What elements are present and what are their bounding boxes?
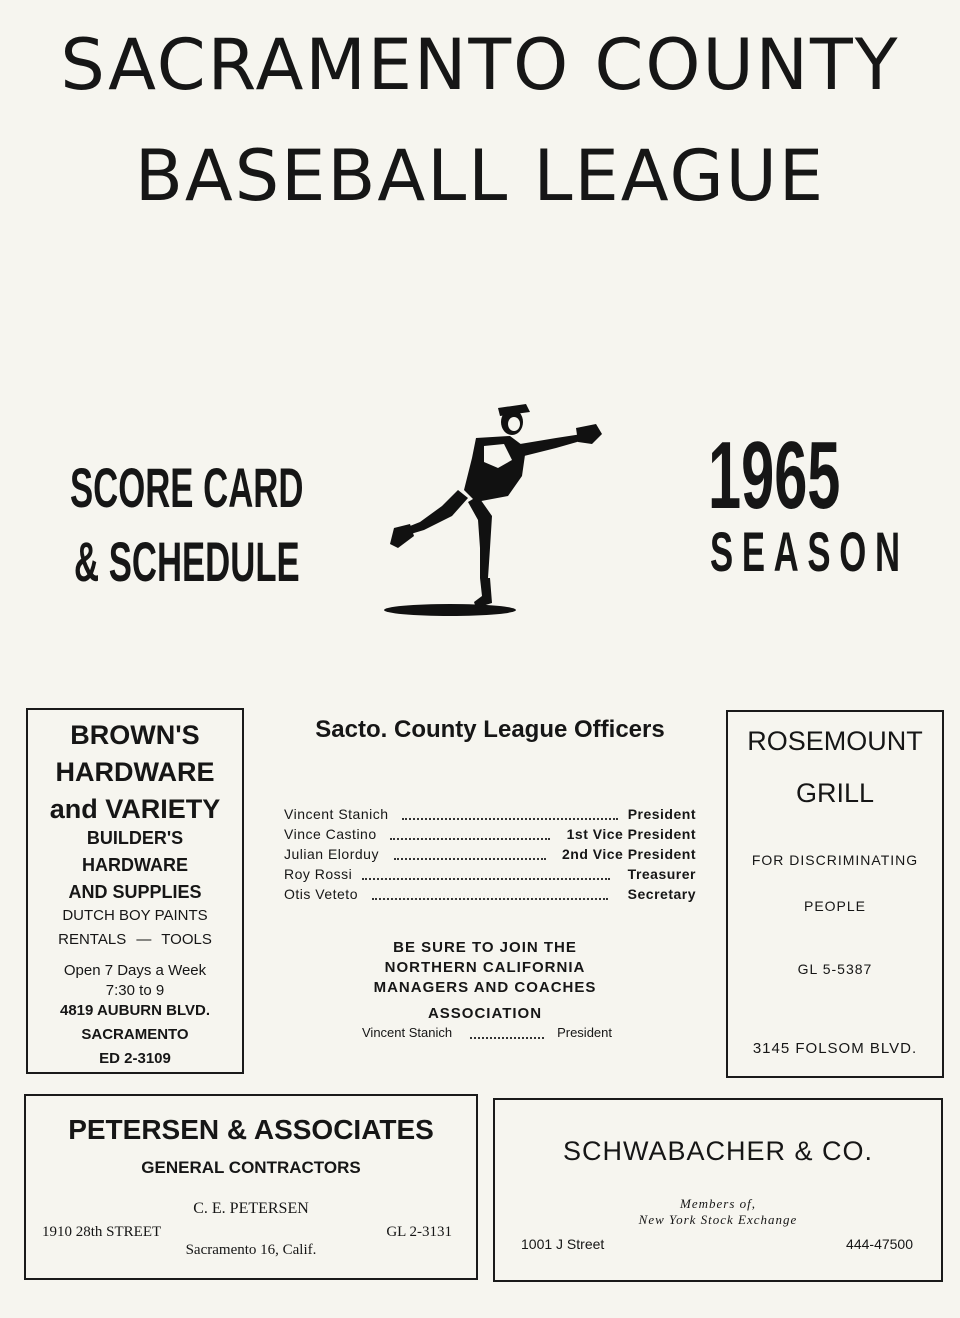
browns-name-2: HARDWARE	[55, 757, 215, 787]
petersen-city: Sacramento 16, Calif.	[185, 1242, 317, 1258]
rosemount-tagline-1: FOR DISCRIMINATING	[751, 852, 919, 868]
officer-row	[284, 826, 696, 846]
join-line-3: MANAGERS AND COACHES	[373, 979, 597, 996]
join-line-2: NORTHERN CALIFORNIA	[384, 959, 586, 976]
officer-row	[284, 886, 696, 906]
rosemount-grill-ad	[726, 710, 944, 1078]
officer-title: Secretary	[627, 886, 696, 902]
schwabacher-phone: 444-47500	[846, 1236, 913, 1252]
browns-name-3: and VARIETY	[49, 794, 221, 824]
browns-hardware-ad	[26, 708, 244, 1074]
officer-row	[284, 806, 696, 826]
officer-name: Vince Castino	[284, 826, 377, 842]
schwabacher-ad	[493, 1098, 943, 1282]
rosemount-address: 3145 FOLSOM BLVD.	[752, 1040, 918, 1057]
officer-row	[284, 866, 696, 886]
officers-list	[284, 806, 696, 916]
browns-line-5: RENTALS — TOOLS	[58, 931, 212, 948]
browns-line-10: ED 2-3109	[99, 1050, 171, 1067]
browns-line-1: BUILDER'S	[86, 828, 184, 848]
rosemount-phone: GL 5-5387	[797, 961, 873, 977]
browns-line-4: DUTCH BOY PAINTS	[62, 907, 208, 924]
officer-name: Otis Veteto	[284, 886, 358, 902]
schwabacher-members-2: New York Stock Exchange	[638, 1212, 798, 1227]
title-line-2: BASEBALL LEAGUE	[134, 135, 826, 217]
rosemount-name-2: GRILL	[795, 778, 875, 808]
baseball-pitcher-illustration	[380, 398, 610, 620]
officers-heading: Sacto. County League Officers	[315, 716, 665, 743]
petersen-subtitle: GENERAL CONTRACTORS	[141, 1158, 361, 1177]
association-president-name: Vincent Stanich	[362, 1025, 453, 1040]
petersen-phone: GL 2-3131	[386, 1224, 452, 1240]
browns-line-8: 4819 AUBURN BLVD.	[59, 1002, 211, 1019]
browns-line-9: SACRAMENTO	[81, 1026, 189, 1043]
join-line-4: ASSOCIATION	[427, 1005, 543, 1022]
officer-row	[284, 846, 696, 866]
season-year: 1965	[708, 422, 841, 529]
rosemount-tagline-2: PEOPLE	[803, 898, 867, 914]
join-line-1: BE SURE TO JOIN THE	[393, 939, 577, 956]
officer-name: Roy Rossi	[284, 866, 353, 882]
officer-name: Julian Elorduy	[284, 846, 379, 862]
petersen-street: 1910 28th STREET	[42, 1224, 162, 1240]
schwabacher-members-1: Members of,	[680, 1196, 756, 1211]
browns-name-1: BROWN'S	[70, 720, 200, 750]
petersen-ad	[24, 1094, 478, 1280]
officer-title: Treasurer	[627, 866, 696, 882]
petersen-name: PETERSEN & ASSOCIATES	[68, 1114, 434, 1145]
rosemount-name-1: ROSEMOUNT	[747, 726, 923, 756]
browns-line-6: Open 7 Days a Week	[63, 962, 207, 979]
petersen-person: C. E. PETERSEN	[193, 1200, 309, 1217]
schwabacher-name: SCHWABACHER & CO.	[562, 1136, 874, 1166]
association-president-title: President	[557, 1025, 612, 1040]
browns-line-2: HARDWARE	[82, 855, 188, 875]
officer-title: 2nd Vice President	[561, 846, 696, 862]
schwabacher-street: 1001 J Street	[521, 1236, 605, 1252]
browns-line-3: AND SUPPLIES	[68, 882, 202, 902]
season-label: SEASON	[710, 520, 909, 583]
schedule-heading: & SCHEDULE	[74, 530, 300, 593]
officer-title: 1st Vice President	[566, 826, 696, 842]
officer-title: President	[627, 806, 696, 822]
title-line-1: SACRAMENTO COUNTY	[60, 24, 900, 106]
score-card-heading: SCORE CARD	[70, 456, 304, 519]
association-president	[362, 1025, 612, 1045]
officer-name: Vincent Stanich	[284, 806, 389, 822]
browns-line-7: 7:30 to 9	[105, 982, 165, 999]
